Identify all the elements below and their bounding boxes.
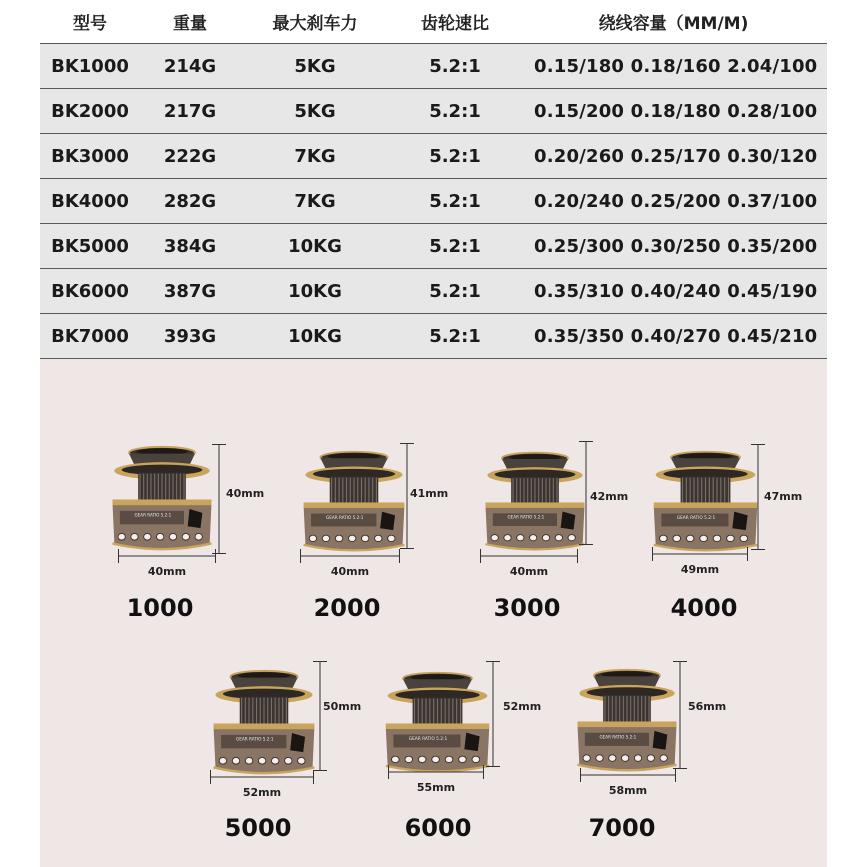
cell-max-drag: 10KG <box>240 269 390 314</box>
spool-image <box>208 668 320 778</box>
spool-model-number: 6000 <box>404 814 472 842</box>
width-dimension-label: 40mm <box>330 565 370 578</box>
spool-hole <box>472 756 480 762</box>
spool-hole <box>157 533 164 540</box>
spool-hole <box>568 535 575 541</box>
cell-gear-ratio: 5.2:1 <box>390 89 520 134</box>
height-dimension-line <box>486 661 500 767</box>
spec-table <box>40 0 827 359</box>
cell-max-drag: 5KG <box>240 44 390 89</box>
table-row <box>40 44 827 89</box>
spool-hole <box>375 535 382 541</box>
table-row <box>40 134 827 179</box>
spool-image <box>380 670 495 776</box>
spool-label-text: GEAR RATIO 5.2:1 <box>134 512 172 518</box>
spool-hole <box>609 755 616 762</box>
height-dimension-label: 50mm <box>323 700 362 713</box>
spool-hole <box>517 535 524 541</box>
table-row <box>40 89 827 134</box>
spool-hole <box>634 755 641 762</box>
cell-weight: 217G <box>140 89 240 134</box>
cell-model: BK5000 <box>40 224 140 269</box>
cell-gear-ratio: 5.2:1 <box>390 224 520 269</box>
cell-max-drag: 5KG <box>240 89 390 134</box>
table-row <box>40 179 827 224</box>
cell-line-capacity: 0.35/350 0.40/270 0.45/210 <box>520 314 827 359</box>
spool-hole <box>361 535 368 541</box>
height-dimension-line <box>212 444 226 554</box>
cell-max-drag: 10KG <box>240 314 390 359</box>
spool-hole <box>322 535 329 541</box>
table-row <box>40 224 827 269</box>
header-gear-ratio: 齿轮速比 <box>390 0 520 44</box>
cell-gear-ratio: 5.2:1 <box>390 269 520 314</box>
width-dimension-line <box>118 549 216 563</box>
header-model: 型号 <box>40 0 140 44</box>
spool-hole <box>660 755 667 762</box>
spool-image <box>107 444 217 554</box>
width-dimension-line <box>300 549 400 563</box>
cell-gear-ratio: 5.2:1 <box>390 44 520 89</box>
spool-label-text: GEAR RATIO 5.2:1 <box>408 736 448 742</box>
cell-max-drag: 7KG <box>240 134 390 179</box>
width-dimension-label: 40mm <box>147 565 187 578</box>
spool-hole <box>700 535 708 541</box>
cell-gear-ratio: 5.2:1 <box>390 314 520 359</box>
width-dimension-label: 40mm <box>509 565 549 578</box>
cell-weight: 282G <box>140 179 240 224</box>
spool-hole <box>258 757 265 764</box>
height-dimension-label: 41mm <box>410 487 449 500</box>
width-dimension-line <box>210 770 314 784</box>
spool-image <box>648 449 763 555</box>
cell-model: BK6000 <box>40 269 140 314</box>
spool-hole <box>445 756 453 762</box>
cell-line-capacity: 0.15/180 0.18/160 2.04/100 <box>520 44 827 89</box>
spool-hole <box>309 535 316 541</box>
cell-max-drag: 10KG <box>240 224 390 269</box>
spool-hole <box>388 535 395 541</box>
height-dimension-label: 42mm <box>590 490 629 503</box>
cell-weight: 393G <box>140 314 240 359</box>
width-dimension-line <box>480 549 578 563</box>
width-dimension-label: 58mm <box>608 784 648 797</box>
spool-hole <box>727 535 735 541</box>
spool-label-text: GEAR RATIO 5.2:1 <box>236 737 274 743</box>
spool-hole <box>459 756 467 762</box>
cell-model: BK4000 <box>40 179 140 224</box>
height-dimension-label: 52mm <box>503 700 542 713</box>
spool-image <box>480 450 590 554</box>
height-dimension-line <box>313 661 327 771</box>
spool-hole <box>647 755 654 762</box>
spool-hole <box>271 757 278 764</box>
spool-hole <box>713 535 721 541</box>
cell-line-capacity: 0.20/260 0.25/170 0.30/120 <box>520 134 827 179</box>
spool-hole <box>740 535 748 541</box>
spool-hole <box>542 535 549 541</box>
table-row <box>40 314 827 359</box>
table-row <box>40 269 827 314</box>
spool-hole <box>583 755 590 762</box>
cell-model: BK1000 <box>40 44 140 89</box>
spool-hole <box>144 533 151 540</box>
cell-weight: 222G <box>140 134 240 179</box>
spool-hole <box>348 535 355 541</box>
cell-weight: 384G <box>140 224 240 269</box>
cell-weight: 214G <box>140 44 240 89</box>
header-max-drag: 最大刹车力 <box>240 0 390 44</box>
spool-hole <box>504 535 511 541</box>
spool-model-number: 3000 <box>493 594 561 622</box>
spool-hole <box>118 533 125 540</box>
spool-hole <box>432 756 440 762</box>
spool-hole <box>596 755 603 762</box>
spool-hole <box>195 533 202 540</box>
spool-hole <box>392 756 400 762</box>
spool-model-number: 1000 <box>126 594 194 622</box>
cell-model: BK2000 <box>40 89 140 134</box>
spool-image <box>572 667 682 775</box>
spool-hole <box>285 757 292 764</box>
spool-hole <box>686 535 694 541</box>
height-dimension-label: 40mm <box>226 487 265 500</box>
height-dimension-line <box>673 661 687 769</box>
cell-max-drag: 7KG <box>240 179 390 224</box>
spool-hole <box>298 757 305 764</box>
spool-hole <box>555 535 562 541</box>
spool-hole <box>491 535 498 541</box>
spool-hole <box>530 535 537 541</box>
spool-hole <box>182 533 189 540</box>
cell-weight: 387G <box>140 269 240 314</box>
height-dimension-line <box>751 444 765 550</box>
cell-gear-ratio: 5.2:1 <box>390 179 520 224</box>
spool-label-text: GEAR RATIO 5.2:1 <box>599 734 637 740</box>
cell-gear-ratio: 5.2:1 <box>390 134 520 179</box>
cell-model: BK7000 <box>40 314 140 359</box>
cell-model: BK3000 <box>40 134 140 179</box>
spool-image <box>298 449 410 555</box>
spool-hole <box>405 756 413 762</box>
spool-hole <box>169 533 176 540</box>
header-weight: 重量 <box>140 0 240 44</box>
width-dimension-label: 55mm <box>416 781 456 794</box>
spool-model-number: 7000 <box>588 814 656 842</box>
spool-hole <box>335 535 342 541</box>
spool-hole <box>418 756 426 762</box>
cell-line-capacity: 0.35/310 0.40/240 0.45/190 <box>520 269 827 314</box>
spool-label-text: GEAR RATIO 5.2:1 <box>676 515 716 521</box>
spool-model-number: 4000 <box>670 594 738 622</box>
spool-hole <box>673 535 681 541</box>
cell-line-capacity: 0.15/200 0.18/180 0.28/100 <box>520 89 827 134</box>
height-dimension-label: 47mm <box>764 490 803 503</box>
spool-hole <box>232 757 239 764</box>
width-dimension-line <box>580 768 676 782</box>
table-header-row <box>40 0 827 44</box>
header-line-capacity: 绕线容量（MM/M) <box>520 0 827 44</box>
cell-line-capacity: 0.20/240 0.25/200 0.37/100 <box>520 179 827 224</box>
spool-hole <box>245 757 252 764</box>
spool-model-number: 2000 <box>313 594 381 622</box>
width-dimension-line <box>652 547 748 561</box>
spool-hole <box>131 533 138 540</box>
spool-hole <box>219 757 226 764</box>
height-dimension-label: 56mm <box>688 700 727 713</box>
width-dimension-label: 49mm <box>680 563 720 576</box>
spool-model-number: 5000 <box>224 814 292 842</box>
cell-line-capacity: 0.25/300 0.30/250 0.35/200 <box>520 224 827 269</box>
spool-label-text: GEAR RATIO 5.2:1 <box>507 514 545 520</box>
width-dimension-label: 52mm <box>242 786 282 799</box>
spool-label-text: GEAR RATIO 5.2:1 <box>326 515 364 521</box>
spool-hole <box>660 535 668 541</box>
width-dimension-line <box>388 765 484 779</box>
spool-hole <box>622 755 629 762</box>
